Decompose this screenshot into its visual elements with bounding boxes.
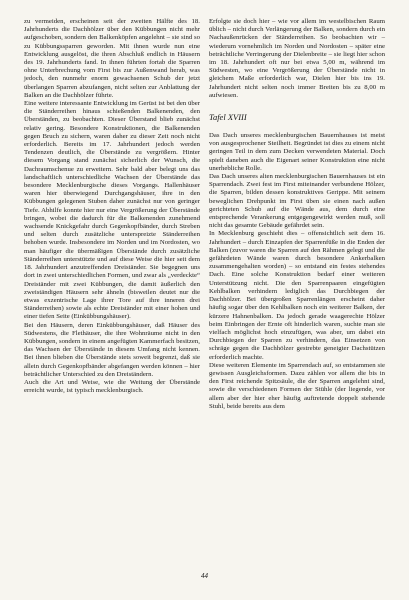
left-paragraph-4: Auch die Art und Weise, wie die Weitung der Überstände erreicht wurde, ist typisch mecklenburgisch.	[24, 378, 200, 395]
right-paragraph-4: In Mecklenburg geschieht dies – offensichtlich seit dem 16. Jahrhundert – durch Einzapfen der Sparrenfüße in die Enden der Balken (zuvor waren die Sparren auf den Rähmen gelegt und die gefährdeten Wände waren durch besondere Ankerbalken zusammengehalten worden) – so entstand ein festes stehendes Dach. Eine solche Konstruktion bedarf einer weiteren Unterstützung nicht. Die den Sparrenpaaren eingefügten Kehlbalken verhindern lediglich das Durchbiegen der Dachhölzer. Bei übergroßen Sparrenlängen erscheint daher häufig sogar über den Kehlbalken noch ein weiterer Balken, der kürzere Hahnenbalken. Da jedoch gerade waagerechte Hölzer beim Einbringen der Ernte oft hinderlich waren, suchte man sie vielfach möglichst hoch einzufügen, was aber, um dabei ein Durchbiegen der Sparren zu verhindern, das Einsetzen von schräge gegen die Dachhölzer gestrebte geneigter Dachstützen erforderlich machte.	[209, 230, 385, 361]
right-paragraph-3: Das Dach unseres alten mecklenburgischen Bauernhauses ist ein Sparrendach. Zwei fest im First miteinander verbundene Hölzer, die Sparren, bilden dessen konstruktives Gerippe. Mit seinem beweglichen Drehpunkt im First üben sie einen nach außen gerichteten Schub auf die Wände aus, dem durch eine entsprechende Verankerung entgegengewirkt werden muß, soll nicht das gesamte Gebäude gefährdet sein.	[209, 173, 385, 230]
left-paragraph-3: Bei den Häusern, deren Einkübbungshäuser, daß Häuser des Südwestens, die Flethäuser, die ihre Wohnräume nicht in den Kübbungen, sondern in einem angefügten Kammerfach besitzen, das Wachsen der Überstände in diesem Umfang nicht kennen. Bei ihnen blieben die Überstände stets soweit begrenzt, daß sie allein durch Gegenkopfbänder abgefangen werden können – hier beträchtlicher Unterschied zu den Dreiständern.	[24, 321, 200, 378]
left-paragraph-2: Eine weitere interessante Entwicklung im Gerüst ist bei den über die Ständerreihen hinaus schießenden Balkenenden, den Überständen, zu beobachten. Dieser Überstand blieb zunächst relativ gering. Besondere Konstruktionen, die Balkenenden gegen Bruch zu sichern, waren daher zu dieser Zeit noch nicht erforderlich. Bereits im 17. Jahrhundert jedoch werden Tendenzen deutlich, die Überstände zu vergrößern. Hinter diesem Vorgang stand zunächst sicherlich der Wunsch, die Dachraumschenue zu erweitern. Sehr bald aber belegt uns das landschaftlich unterschiedliche Wachsen der Überstände das besondere Mecklenburgische dieses Vorgangs. Hallenhäuser waren hier überwiegend Durchgangshäuser, ihre in den Kübbungen gelegenen Stuben daher zunächst nur von geringer Tiefe. Abhilfe konnte hier nur eine Vergrößerung der Überstände bringen, wobei die dadurch für die Balkenenden zunehmend wachsende Knickgefahr durch Gegenkopfbänder, durch Streben und selten durch zusätzliche unterspreizte Ständerreihen behoben wurde. Insbesondere im Norden und im Nordosten, wo man häufiger die übermäßigen Überstände durch zusätzliche Ständerreihen unterstützte und auf diese Weise die hier seit dem 18. Jahrhundert anzutreffenden Dreiständer. Sie begegnen uns dort in zwei unterschiedlichen Formen, und zwar als „verdeckte“ Dreiständer mit zwei Kübbungen, die damit äußerlich den zweiständigen Häusern sehr ähneln (bisweilen deutet nur die etwas exzentrische Lage ihrer Tore auf ihre inneren drei Ständerreihen) sowie als echte Dreiständer mit einer hohen und einer tiefen Seite (Einkübbungshäuser).	[24, 100, 200, 321]
right-paragraph-5: Diese weiteren Elemente im Sparrendach auf, so entstammen sie gewissen Ausgleichsformen. Dazu zählen vor allem die bis in den First reichende Spitzsäule, die der Sparren angelehnt sind, sowie die verschiedenen Formen der Stühle (der liegende, vor allem aber der hier eher häufig auftretende doppelt stehende Stuhl, beide bereits aus dem	[209, 361, 385, 410]
right-column	[209, 18, 385, 411]
page-number: 44	[201, 572, 208, 580]
right-paragraph-1: Erfolgte sie doch hier – wie vor allem im westelbischen Raum üblich – nicht durch Verlängerung der Balken, sondern durch ein Nachaußenrücken der Ständerreihen. So beobachten wir – wiederum vornehmlich im Norden und Nordosten – später eine beträchtliche Verringerung der Dielenbreite – sie liegt hier schon im 18. Jahrhundert oft nur bei etwa 5,00 m, während im Südwesten, wo eine Vergrößerung der Überstände nicht in gleichem Maße erforderlich war, Dielen hier bis ins 19. Jahrhundert nicht selten noch immer Breiten bis zu 8,00 m aufwiesen.	[209, 18, 385, 99]
right-paragraph-2: Das Dach unseres mecklenburgischen Bauernhauses ist meist von ausgesprochener Steilheit. Begründet ist dies zu einem nicht geringen Teil in dem zum Decken verwendeten Material. Doch spielt daneben auch die Eigenart seiner Konstruktion eine nicht unerhebliche Rolle.	[209, 132, 385, 172]
left-paragraph-1: zu vermeiden, erscheinen seit der zweiten Hälfte des 18. Jahrhunderts die Dachhölzer über den Kübbungen nicht mehr aufgeschoben, sondern den Balkenköpfen angelehnt – sie sind so zu Kübbungssparren geworden. Mit ihnen wurde nun eine Entwicklung ausgelöst, die ihren Abschluß endlich in Häusern des 19. Jahrhunderts fand. In ihnen führten fortab die Sparren ohne Unterbrechung vom First bis zur Außenwand herab, was jedoch, den nunmehr enorm gewachsenen Schub der jetzt überlangen Sparren abzufangen, nicht selten zur Anblattung der Balken an die Dachhölzer führte.	[24, 18, 200, 99]
left-column	[24, 18, 200, 395]
section-title: Tafel XVIII	[209, 112, 247, 123]
